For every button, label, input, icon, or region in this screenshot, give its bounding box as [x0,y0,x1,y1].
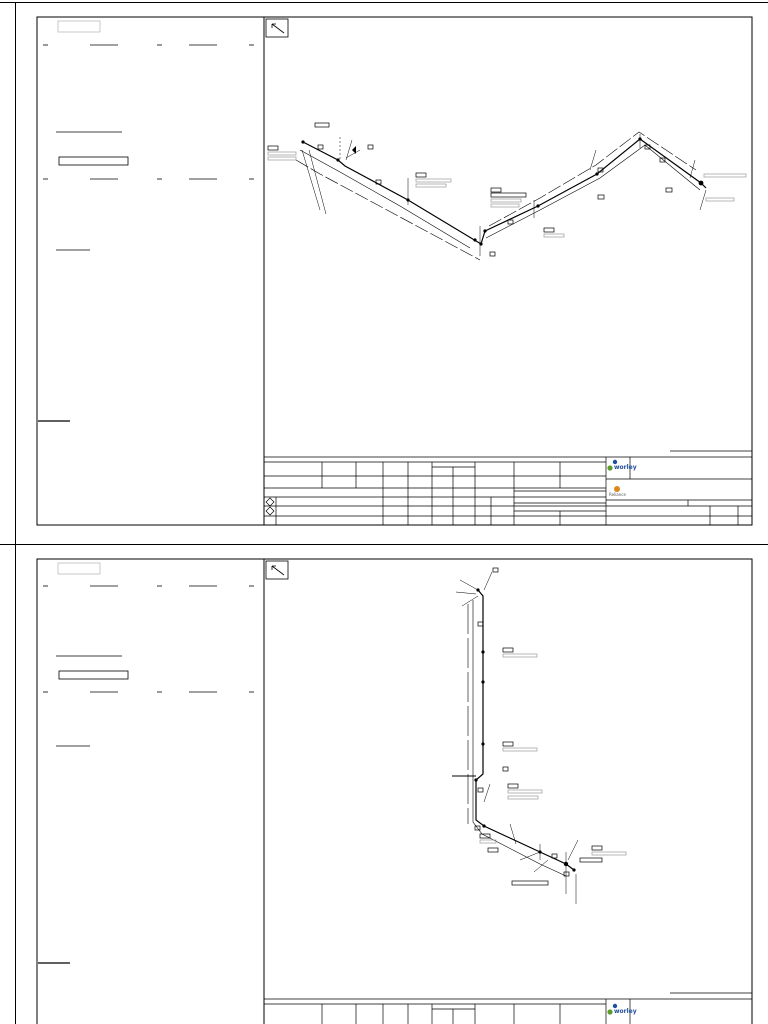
pipe-route-2 [452,572,578,904]
notes-panel [38,21,254,421]
title-block [264,993,752,1024]
sheet-2-drawing [0,544,768,1024]
north-arrow-icon [266,561,288,579]
drawing-sheet-2 [0,544,768,1024]
notes-panel [38,563,254,963]
sheet-2-worley-logo-text: worley [614,1008,637,1015]
notes-box [58,563,100,574]
pipe-route-1 [296,132,706,260]
pipe-dimension-line [296,160,480,260]
pipe-centerline [476,590,574,870]
annotation-tags [475,568,626,885]
sheet-1-worley-logo-text: worley [614,464,637,471]
north-arrow-icon [266,19,288,37]
annotation-tags [268,123,746,256]
notes-box [58,21,100,32]
notes-label-box [59,157,128,165]
drawing-frame [37,17,752,525]
title-block [264,451,752,525]
drawing-frame [37,559,752,1024]
revision-triangle-icon [266,498,274,515]
sheet-1-reliance-logo-text: Reliance [609,492,626,497]
notes-label-box [59,671,128,679]
